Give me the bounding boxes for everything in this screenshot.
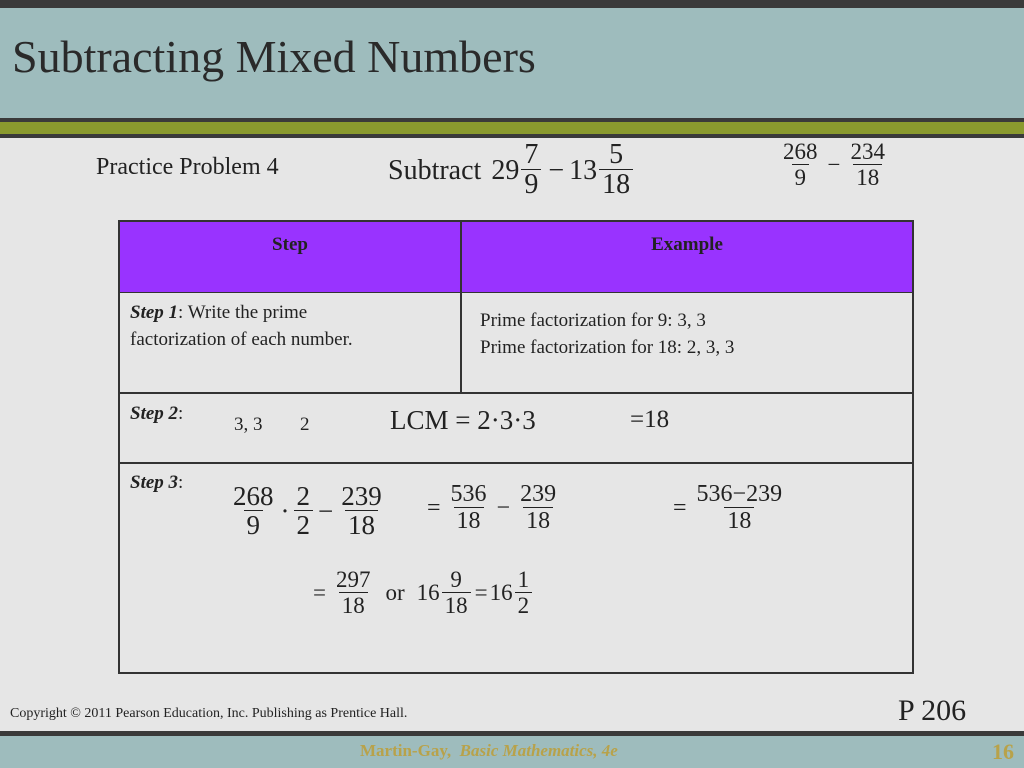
step1-text-line1: : Write the prime xyxy=(178,302,308,323)
minus-sign: − xyxy=(496,494,511,521)
minus-sign: − xyxy=(548,154,565,186)
whole-number: 16 xyxy=(489,580,513,606)
denominator: 18 xyxy=(724,507,754,534)
equals-sign: = xyxy=(673,494,687,521)
column-divider xyxy=(460,222,462,392)
numerator: 234 xyxy=(850,139,885,164)
fraction xyxy=(294,482,314,541)
practice-problem-label: Practice Problem 4 xyxy=(96,154,279,180)
step1-text-line2: factorization of each number. xyxy=(130,329,353,350)
numerator: 268 xyxy=(783,139,818,164)
step3-label-group xyxy=(130,472,183,494)
denominator: 18 xyxy=(345,510,378,541)
slide-title: Subtracting Mixed Numbers xyxy=(12,31,536,82)
denominator: 2 xyxy=(294,510,314,541)
top-border xyxy=(0,0,1024,8)
fraction-1 xyxy=(780,140,821,190)
improper-fraction-expression xyxy=(778,140,890,190)
example-line-18: Prime factorization for 18: 2, 3, 3 xyxy=(480,337,735,358)
fraction xyxy=(448,482,490,535)
table-header-row xyxy=(120,222,912,293)
denominator: 18 xyxy=(523,507,553,534)
denominator: 18 xyxy=(339,592,368,618)
step3-expression-c xyxy=(668,482,787,535)
step2-note-2: 2 xyxy=(300,414,310,435)
step1-description xyxy=(130,299,353,353)
numerator: 239 xyxy=(341,481,382,511)
lcm-expression: LCM = 2·3·3 xyxy=(390,405,536,435)
numerator: 268 xyxy=(233,481,274,511)
denominator: 9 xyxy=(521,169,541,201)
fraction xyxy=(694,482,786,535)
fraction xyxy=(333,568,374,618)
numerator: 9 xyxy=(450,567,462,592)
fraction xyxy=(442,568,471,618)
step2-label-group xyxy=(130,403,183,425)
step3-expression-b xyxy=(422,482,561,535)
fraction-2 xyxy=(847,140,888,190)
fraction-1 xyxy=(521,140,541,201)
equals-sign: = xyxy=(427,494,441,521)
denominator: 18 xyxy=(853,164,882,190)
denominator: 18 xyxy=(442,592,471,618)
book-title: Basic Mathematics, 4e xyxy=(459,741,618,760)
whole-number-2: 13 xyxy=(569,154,598,186)
minus-sign: − xyxy=(318,496,334,527)
step2-colon: : xyxy=(178,403,184,424)
header-example: Example xyxy=(651,234,723,255)
step3-colon: : xyxy=(178,472,184,493)
equals-sign: = xyxy=(313,580,326,606)
minus-sign: − xyxy=(827,152,841,178)
slide-number: 16 xyxy=(992,739,1014,764)
equals-sign: = xyxy=(474,580,488,606)
fraction xyxy=(230,482,277,541)
denominator: 9 xyxy=(792,164,810,190)
step3-expression-d xyxy=(308,568,534,618)
author-name: Martin-Gay, xyxy=(360,741,452,760)
whole-number: 16 xyxy=(416,580,440,606)
numerator: 1 xyxy=(517,567,530,592)
numerator: 2 xyxy=(296,481,310,511)
fraction xyxy=(515,568,533,618)
denominator: 18 xyxy=(454,507,484,534)
numerator: 536 xyxy=(450,481,487,507)
numerator: 7 xyxy=(524,139,539,170)
denominator: 2 xyxy=(515,592,533,618)
title-bar xyxy=(0,8,1024,118)
step3-expression-a xyxy=(228,482,387,541)
page-reference: P 206 xyxy=(898,694,967,727)
numerator: 5 xyxy=(609,139,624,170)
row-divider xyxy=(120,392,912,394)
step2-note-33: 3, 3 xyxy=(234,414,263,435)
copyright-notice: Copyright © 2011 Pearson Education, Inc. Publishing as Prentice Hall. xyxy=(10,706,408,721)
lcm-result: =18 xyxy=(630,406,670,433)
whole-number-1: 29 xyxy=(491,154,520,186)
steps-table xyxy=(118,220,914,674)
fraction xyxy=(338,482,385,541)
step1-example xyxy=(480,307,734,361)
example-line-9: Prime factorization for 9: 3, 3 xyxy=(480,310,706,331)
header-step: Step xyxy=(272,234,308,255)
numerator: 536−239 xyxy=(696,481,783,507)
footer-citation xyxy=(360,741,618,761)
or-word: or xyxy=(385,580,405,606)
denominator: 18 xyxy=(599,169,633,201)
step1-label: Step 1 xyxy=(130,302,179,323)
denominator: 9 xyxy=(244,510,264,541)
divider-dark-lower xyxy=(0,134,1024,138)
numerator: 239 xyxy=(520,481,557,507)
step3-label: Step 3 xyxy=(130,472,179,493)
divider-accent xyxy=(0,122,1024,134)
multiply-dot: · xyxy=(280,496,290,527)
problem-expression xyxy=(388,140,635,201)
subtract-word: Subtract xyxy=(388,154,482,186)
fraction-2 xyxy=(599,140,633,201)
fraction xyxy=(517,482,559,535)
row-divider xyxy=(120,462,912,464)
step2-label: Step 2 xyxy=(130,403,179,424)
numerator: 297 xyxy=(335,567,371,592)
